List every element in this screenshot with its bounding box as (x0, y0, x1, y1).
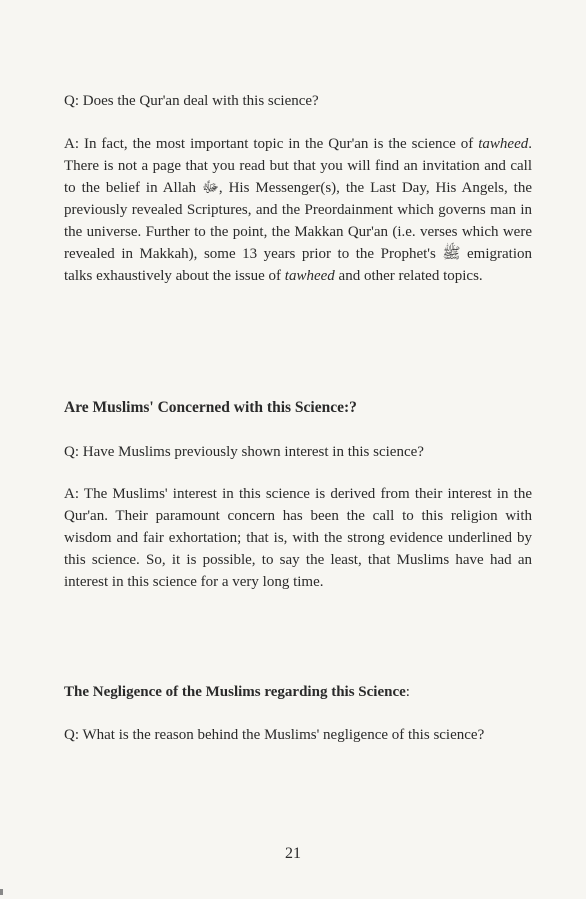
question-quran-deal: Q: Does the Qur'an deal with this science? (64, 93, 319, 109)
honorific-prophet-icon: ﷺ (442, 246, 461, 262)
honorific-allah-icon: ﷻ (201, 180, 219, 196)
heading-muslims-concerned: Are Muslims' Concerned with this Science:? (64, 399, 357, 416)
question-muslims-interest: Q: Have Muslims previously shown interest in this science? (64, 444, 424, 460)
page-number: 21 (285, 845, 301, 862)
answer-muslims-interest: A: The Muslims' interest in this science is derived from their interest in the Qur'an. Their paramount concern has been the call to this religion with wisdom and fair exhortation; that is, with the strong evidence underlined by this science. So, it is possible, to say the least, that Muslims have had an interest in this science for a very long time. (64, 486, 532, 590)
heading-negligence: The Negligence of the Muslims regarding this Science: (64, 684, 410, 700)
question-negligence: Q: What is the reason behind the Muslims' negligence of this science? (64, 727, 485, 743)
scan-edge-mark (0, 889, 3, 895)
answer-quran-deal: A: In fact, the most important topic in the Qur'an is the science of tawheed. There is not a page that you read but that you will find an invitation and call to the belief in Allah ﷻ, His Messenger(s), the Last Day, His Angels, the previously revealed Scriptures, and the Preordainment which governs man in the universe. Further to the point, the Makkan Qur'an (i.e. verses which were revealed in Makkah), some 13 years prior to the Prophet's ﷺ emigration talks exhaustively about the issue of tawheed and other related topics. (64, 136, 532, 284)
